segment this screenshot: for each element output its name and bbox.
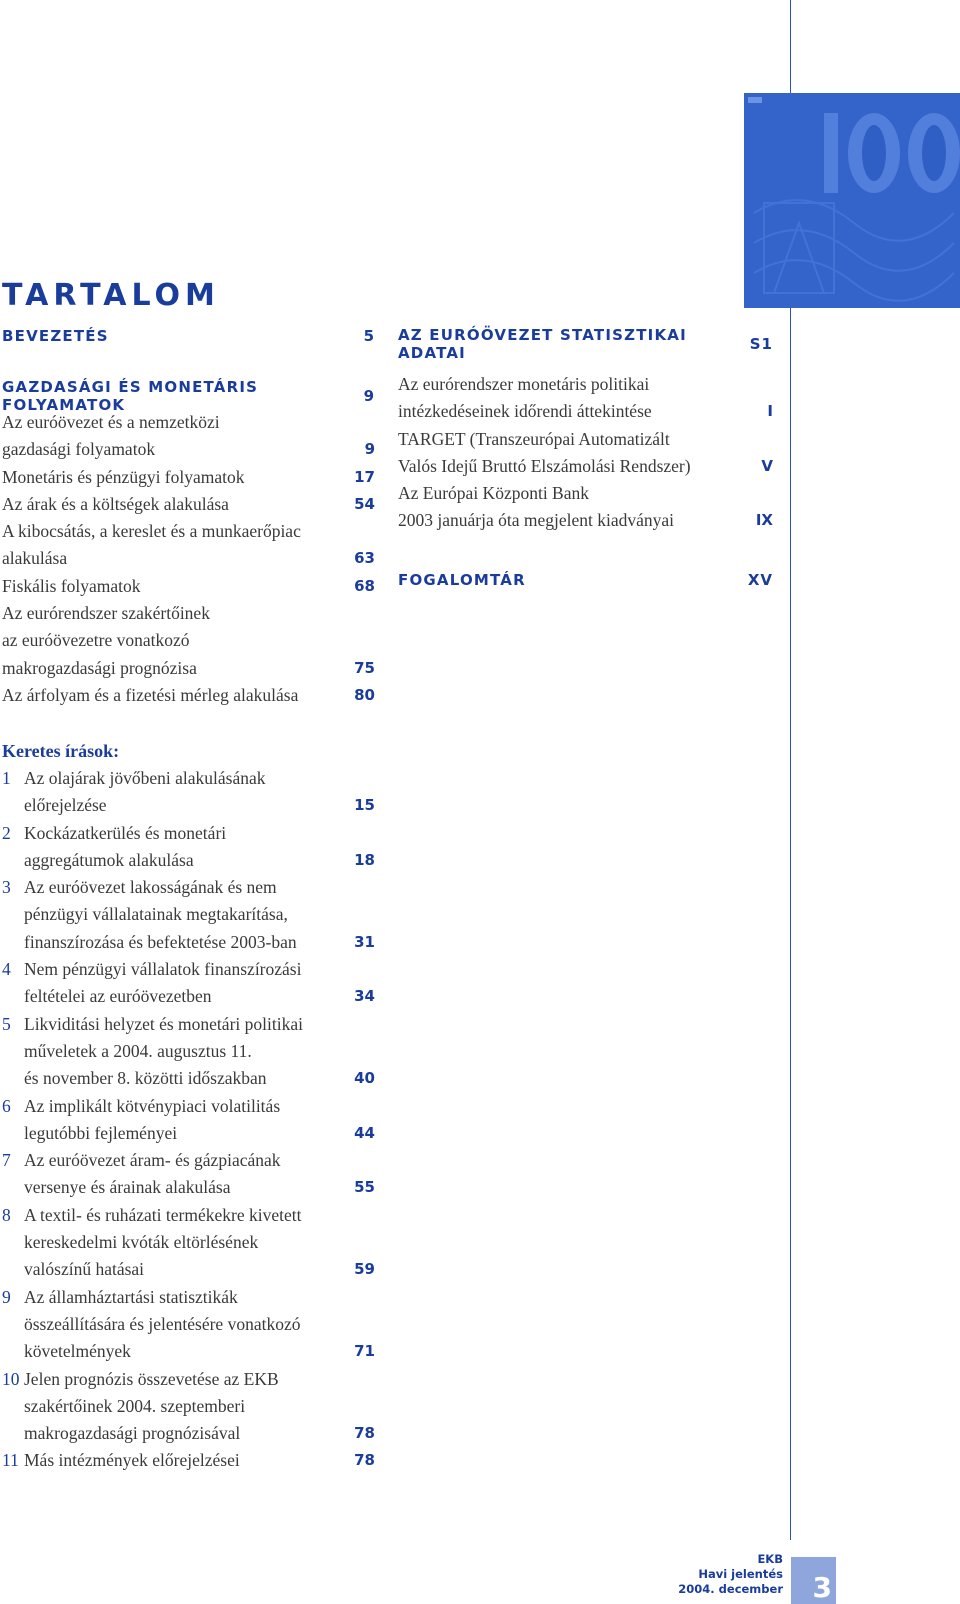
toc-entry-text: alakulása <box>2 548 68 569</box>
box-entry-text: finanszírozása és befektetése 2003-ban <box>24 931 297 952</box>
toc-heading-label: FOGALOMTÁR <box>398 570 526 589</box>
toc-page-number: V <box>761 456 773 475</box>
footer-publication-info <box>678 1552 783 1597</box>
box-number: 7 <box>2 1150 11 1171</box>
box-entry-text: pénzügyi vállalatainak megtakarítása, <box>24 904 288 925</box>
footer-publisher: EKB <box>757 1552 783 1566</box>
box-entry-text: Más intézmények előrejelzései <box>24 1450 240 1471</box>
box-entry-text: Az implikált kötvénypiaci volatilitás <box>24 1095 281 1116</box>
box-entry[interactable] <box>2 874 375 956</box>
box-entry-text: összeállítására és jelentésére vonatkozó <box>24 1313 301 1334</box>
toc-glossary-heading[interactable] <box>398 566 773 593</box>
box-entry-text: A textil- és ruházati termékekre kivetett <box>24 1204 302 1225</box>
box-number: 10 <box>2 1368 20 1389</box>
boxes-section <box>2 738 375 1475</box>
box-number: 9 <box>2 1286 11 1307</box>
toc-entry-text: intézkedéseinek időrendi áttekintése <box>398 401 652 422</box>
box-entry-text: szakértőinek 2004. szeptemberi <box>24 1395 246 1416</box>
toc-page-number: 55 <box>354 1178 375 1197</box>
toc-page-number: 44 <box>354 1123 375 1142</box>
toc-intro-heading[interactable] <box>2 322 375 349</box>
toc-stats-heading[interactable] <box>398 325 773 362</box>
box-entry[interactable] <box>2 1011 375 1093</box>
toc-page-number: 18 <box>354 850 375 869</box>
toc-page-number: 54 <box>354 494 375 513</box>
page-title: TARTALOM <box>2 278 220 313</box>
toc-page-number: 59 <box>354 1260 375 1279</box>
toc-page-number: 31 <box>354 932 375 951</box>
toc-page-number: 71 <box>354 1342 375 1361</box>
toc-entry-text: 2003 januárja óta megjelent kiadványai <box>398 510 675 531</box>
toc-stats-entries <box>398 371 773 535</box>
toc-heading-label: AZ EURÓÖVEZET STATISZTIKAI ADATAI <box>398 325 687 362</box>
box-entry[interactable] <box>2 1202 375 1284</box>
toc-page-number: 68 <box>354 576 375 595</box>
box-entry-text: Jelen prognózis összevetése az EKB <box>24 1368 279 1389</box>
box-entry[interactable] <box>2 1366 375 1448</box>
toc-heading-label: GAZDASÁGI ÉS MONETÁRIS FOLYAMATOK <box>2 377 259 414</box>
toc-page-number: 9 <box>364 440 375 459</box>
toc-page-number: 78 <box>354 1451 375 1470</box>
box-number: 8 <box>2 1204 11 1225</box>
box-entry[interactable] <box>2 1284 375 1366</box>
box-number: 6 <box>2 1095 11 1116</box>
toc-entry[interactable] <box>2 573 375 600</box>
toc-page-number: IX <box>755 511 773 530</box>
box-entry-text: Kockázatkerülés és monetári <box>24 822 227 843</box>
toc-entry-text: Az eurórendszer szakértőinek <box>2 603 210 624</box>
toc-heading-label: BEVEZETÉS <box>2 326 109 345</box>
boxes-title: Keretes írások: <box>2 741 120 761</box>
toc-page-number: 40 <box>354 1069 375 1088</box>
toc-entry-text: az euróövezetre vonatkozó <box>2 630 190 651</box>
toc-glossary <box>398 566 773 593</box>
toc-page-number: XV <box>747 570 773 589</box>
box-entry-text: legutóbbi fejleményei <box>24 1122 178 1143</box>
page-number-box <box>791 1557 836 1604</box>
toc-entry-text: makrogazdasági prognózisa <box>2 657 197 678</box>
toc-entry-text: Az árfolyam és a fizetési mérleg alakulása <box>2 684 299 705</box>
toc-page-number: 63 <box>354 549 375 568</box>
box-number: 11 <box>2 1450 19 1471</box>
banknote-image <box>744 93 960 308</box>
toc-page-number: 34 <box>354 987 375 1006</box>
box-number: 2 <box>2 822 11 843</box>
box-entry-text: Az olajárak jövőbeni alakulásának <box>24 768 266 788</box>
toc-entry-text: gazdasági folyamatok <box>2 439 156 460</box>
toc-entry-text: A kibocsátás, a kereslet és a munkaerőpiac <box>2 521 301 542</box>
toc-page-number: 15 <box>354 796 375 815</box>
footer-date: 2004. december <box>678 1582 783 1596</box>
toc-entry[interactable] <box>2 518 375 573</box>
box-entry[interactable] <box>2 1093 375 1148</box>
page-number: 3 <box>812 1571 832 1604</box>
toc-entry-text: Fiskális folyamatok <box>2 575 141 596</box>
box-entry-text: műveletek a 2004. augusztus 11. <box>24 1040 252 1061</box>
box-entry-text: aggregátumok alakulása <box>24 849 194 870</box>
box-entry-text: Likviditási helyzet és monetári politikai <box>24 1013 303 1034</box>
toc-entry-text: Az Európai Központi Bank <box>398 483 589 504</box>
toc-page-number: 78 <box>354 1424 375 1443</box>
box-number: 1 <box>2 768 11 788</box>
box-entry[interactable] <box>2 1447 375 1474</box>
toc-page-number: S1 <box>749 334 773 353</box>
toc-entry[interactable] <box>398 480 773 535</box>
toc-left-column <box>2 322 375 349</box>
box-entry[interactable] <box>2 1147 375 1202</box>
footer-title: Havi jelentés <box>698 1567 783 1581</box>
box-entry-text: makrogazdasági prognózisával <box>24 1423 241 1444</box>
box-entry-text: Az államháztartási statisztikák <box>24 1286 238 1307</box>
box-number: 3 <box>2 877 11 898</box>
toc-entry[interactable] <box>398 426 773 481</box>
toc-page-number: 5 <box>363 326 375 345</box>
toc-entry[interactable] <box>2 464 375 491</box>
toc-page-number: 17 <box>354 467 375 486</box>
toc-section-heading[interactable] <box>2 377 375 414</box>
toc-entry[interactable] <box>398 371 773 426</box>
toc-page-number: 80 <box>354 685 375 704</box>
box-number: 4 <box>2 959 11 980</box>
box-entry-text: kereskedelmi kvóták eltörlésének <box>24 1232 259 1253</box>
toc-entry[interactable] <box>2 682 375 709</box>
toc-entry[interactable] <box>2 600 375 682</box>
box-entry-text: Az euróövezet lakosságának és nem <box>24 877 277 898</box>
box-entry-text: valószínű hatásai <box>24 1259 145 1280</box>
box-entry-text: Nem pénzügyi vállalatok finanszírozási <box>24 959 302 980</box>
box-entry[interactable] <box>2 765 375 820</box>
toc-entry[interactable] <box>2 409 375 464</box>
box-entry-text: feltételei az euróövezetben <box>24 986 212 1007</box>
box-entry-text: versenye és árainak alakulása <box>24 1177 231 1198</box>
box-number: 5 <box>2 1013 11 1034</box>
toc-page-number: I <box>767 402 773 421</box>
box-entry-text: előrejelzése <box>24 795 107 816</box>
toc-entry-text: Az euróövezet és a nemzetközi <box>2 412 220 432</box>
box-entry-text: követelmények <box>24 1341 131 1362</box>
toc-entry[interactable] <box>2 491 375 518</box>
toc-right-column <box>398 325 773 362</box>
box-entry-text: és november 8. közötti időszakban <box>24 1068 267 1089</box>
box-entry[interactable] <box>2 820 375 875</box>
toc-entry-text: Valós Idejű Bruttó Elszámolási Rendszer) <box>398 455 691 476</box>
toc-entry-text: TARGET (Transzeurópai Automatizált <box>398 428 670 449</box>
toc-page-number: 9 <box>363 386 375 405</box>
toc-page-number: 75 <box>354 658 375 677</box>
box-entry[interactable] <box>2 956 375 1011</box>
toc-entry-text: Az eurórendszer monetáris politikai <box>398 374 650 394</box>
toc-entry-text: Az árak és a költségek alakulása <box>2 493 229 514</box>
box-entry-text: Az euróövezet áram- és gázpiacának <box>24 1150 281 1171</box>
toc-entry-text: Monetáris és pénzügyi folyamatok <box>2 466 245 487</box>
toc-section <box>2 377 375 709</box>
